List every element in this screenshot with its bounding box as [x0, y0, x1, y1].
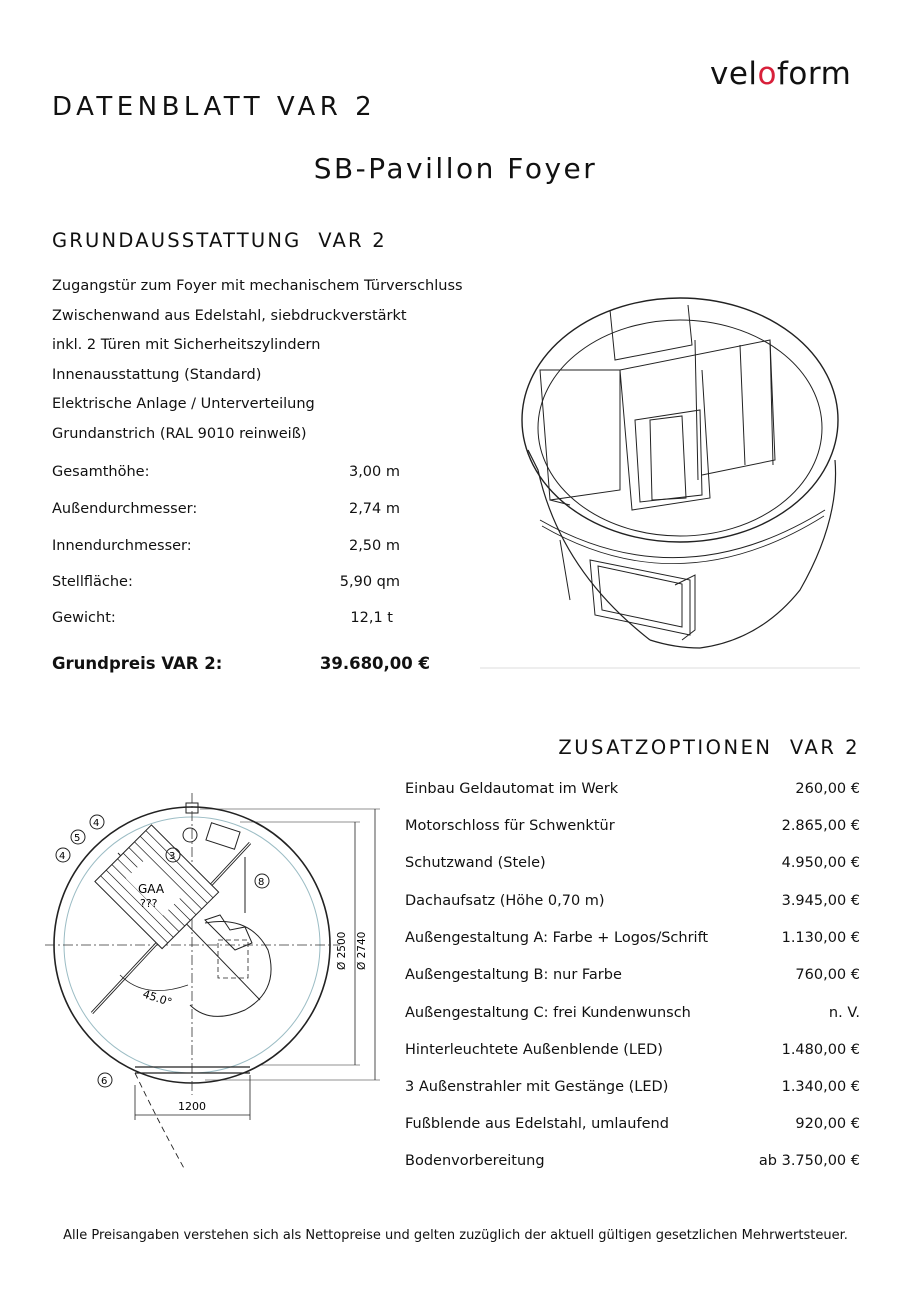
option-label: Außengestaltung A: Farbe + Logos/Schrift [405, 930, 709, 946]
feature-item: Zugangstür zum Foyer mit mechanischem Türverschluss [52, 278, 463, 294]
option-label: Motorschloss für Schwenktür [405, 818, 615, 834]
room-sublabel: ??? [140, 897, 158, 910]
option-label: Schutzwand (Stele) [405, 855, 546, 871]
spec-label: Außendurchmesser: [52, 501, 198, 517]
option-price: 1.130,00 € [781, 930, 860, 946]
option-price: 3.945,00 € [781, 893, 860, 909]
logo-part-o: o [757, 56, 777, 92]
option-label: Bodenvorbereitung [405, 1153, 545, 1169]
basic-equipment-heading: GRUNDAUSSTATTUNG VAR 2 [52, 229, 387, 252]
option-price: 2.865,00 € [781, 818, 860, 834]
floor-plan-drawing [40, 775, 390, 1175]
spec-value: 2,74 m [348, 501, 400, 517]
extras-heading: ZUSATZOPTIONEN VAR 2 [558, 736, 860, 759]
marker-label: 5 [74, 833, 81, 844]
option-row [405, 967, 860, 989]
option-price: 1.340,00 € [781, 1079, 860, 1095]
base-price-value: 39.680,00 € [319, 654, 430, 673]
feature-item: inkl. 2 Türen mit Sicherheitszylindern [52, 337, 321, 353]
spec-value: 5,90 qm [339, 574, 400, 590]
outer-diameter-label: Ø 2740 [356, 931, 368, 970]
option-price: ab 3.750,00 € [758, 1153, 860, 1169]
option-label: Außengestaltung C: frei Kundenwunsch [405, 1005, 691, 1021]
option-label: Hinterleuchtete Außenblende (LED) [405, 1042, 663, 1058]
product-title: SB-Pavillon Foyer [313, 152, 598, 185]
footer-note: Alle Preisangaben verstehen sich als Nettopreise und gelten zuzüglich der aktuell gültigen gesetzlichen Mehrwertsteuer. [63, 1228, 848, 1243]
pavilion-3d-illustration [470, 270, 870, 680]
option-row [405, 1042, 860, 1064]
option-row [405, 1079, 860, 1101]
marker-label: 4 [59, 851, 66, 862]
option-row [405, 781, 860, 803]
brand-logo [710, 56, 851, 92]
feature-item: Grundanstrich (RAL 9010 reinweiß) [52, 426, 307, 442]
option-label: Fußblende aus Edelstahl, umlaufend [405, 1116, 669, 1132]
logo-part-1: vel [710, 56, 758, 92]
option-label: Außengestaltung B: nur Farbe [405, 967, 622, 983]
option-price: 260,00 € [795, 781, 860, 797]
option-label: Einbau Geldautomat im Werk [405, 781, 619, 797]
marker-label: 8 [258, 877, 265, 888]
feature-item: Innenausstattung (Standard) [52, 367, 262, 383]
marker-label: 6 [101, 1076, 108, 1087]
option-price: 1.480,00 € [781, 1042, 860, 1058]
option-price: 760,00 € [795, 967, 860, 983]
marker-label: 4 [93, 818, 100, 829]
option-row [405, 855, 860, 877]
option-price: 920,00 € [795, 1116, 860, 1132]
spec-label: Innendurchmesser: [52, 538, 192, 554]
option-row [405, 818, 860, 840]
spec-value: 2,50 m [348, 538, 400, 554]
option-label: 3 Außenstrahler mit Gestänge (LED) [405, 1079, 669, 1095]
spec-label: Gesamthöhe: [52, 464, 150, 480]
feature-item: Zwischenwand aus Edelstahl, siebdruckverstärkt [52, 308, 407, 324]
document-title: DATENBLATT VAR 2 [52, 92, 377, 122]
option-row [405, 1153, 860, 1175]
option-price: n. V. [828, 1005, 860, 1021]
feature-item: Elektrische Anlage / Unterverteilung [52, 396, 315, 412]
door-width-label: 1200 [178, 1100, 206, 1113]
angle-label: 45.0° [141, 987, 174, 1010]
option-price: 4.950,00 € [781, 855, 860, 871]
inner-diameter-label: Ø 2500 [336, 931, 348, 970]
option-label: Dachaufsatz (Höhe 0,70 m) [405, 893, 605, 909]
option-row [405, 893, 860, 915]
spec-value: 3,00 m [348, 464, 400, 480]
logo-part-2: form [777, 56, 852, 92]
option-row [405, 1116, 860, 1138]
option-row [405, 930, 860, 952]
spec-label: Gewicht: [52, 610, 116, 626]
base-price-label: Grundpreis VAR 2: [52, 654, 223, 673]
room-label: GAA [138, 882, 165, 896]
spec-label: Stellfläche: [52, 574, 133, 590]
spec-value: 12,1 t [350, 610, 393, 626]
marker-label: 3 [169, 851, 176, 862]
option-row [405, 1005, 860, 1027]
